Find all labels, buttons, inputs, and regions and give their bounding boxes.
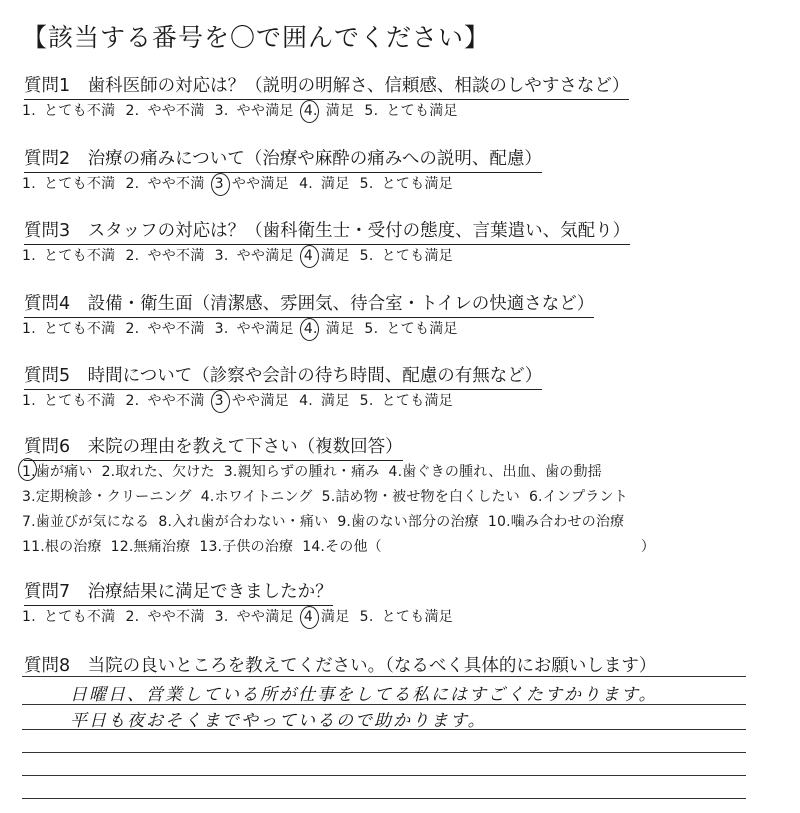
option-number: 5. <box>364 321 379 337</box>
q5-option-1[interactable] <box>22 390 115 410</box>
q6-option[interactable]: 14.その他（ <box>302 539 382 555</box>
option-label: やや満足 <box>236 609 294 625</box>
q1-option-5[interactable] <box>364 100 457 120</box>
q2-option-2[interactable] <box>125 173 204 193</box>
selected-circle-mark: 4 <box>303 248 314 264</box>
q7-option-4[interactable] <box>304 606 350 626</box>
option-label: やや満足 <box>236 248 294 264</box>
q4-option-1[interactable] <box>22 318 115 338</box>
q7-option-5[interactable] <box>360 606 453 626</box>
q3-option-3[interactable] <box>215 245 294 265</box>
answer-line <box>22 775 746 776</box>
option-number: 3. <box>214 103 229 119</box>
q7-option-2[interactable] <box>125 606 204 626</box>
option-label: やや不満 <box>147 103 205 119</box>
q6-heading: 質問6 来院の理由を教えて下さい（複数回答） <box>24 433 403 461</box>
option-label: とても不満 <box>43 103 116 119</box>
q7-option-1[interactable] <box>22 606 115 626</box>
selected-circle-mark: 4. <box>303 103 318 119</box>
q3-heading: 質問3 スタッフの対応は？（歯科衛生士・受付の態度、言葉遣い、気配り） <box>24 217 630 245</box>
answer-line <box>22 798 746 799</box>
q2-options-row <box>22 173 463 193</box>
option-label: とても満足 <box>386 103 458 119</box>
q6-option[interactable]: 8.入れ歯が合わない・痛い <box>158 514 329 530</box>
option-label: やや満足 <box>236 103 294 119</box>
option-label: とても不満 <box>43 321 116 337</box>
q4-option-2[interactable] <box>125 318 204 338</box>
q7-option-3[interactable] <box>215 606 294 626</box>
q3-option-4[interactable] <box>304 245 350 265</box>
option-number: 2. <box>125 321 140 337</box>
q1-option-4[interactable] <box>304 100 355 120</box>
q5-options-row <box>22 390 463 410</box>
option-number: 2. <box>125 176 140 192</box>
option-number: 5. <box>359 609 374 625</box>
q1-option-2[interactable] <box>125 100 204 120</box>
q6-row <box>22 486 637 506</box>
q5-option-4[interactable] <box>299 390 350 410</box>
option-label: やや満足 <box>231 393 290 409</box>
selected-circle-mark: 4. <box>303 321 318 337</box>
option-number: 2. <box>125 103 140 119</box>
q5-option-3[interactable] <box>215 390 289 410</box>
option-number: 3. <box>214 248 229 264</box>
q6-option[interactable]: 11.根の治療 <box>22 539 102 555</box>
q2-option-1[interactable] <box>22 173 115 193</box>
q4-options-row <box>22 318 468 338</box>
q6-option[interactable]: 4.歯ぐきの腫れ、出血、歯の動揺 <box>388 464 602 480</box>
q1-options-row <box>22 100 468 120</box>
q3-option-2[interactable] <box>125 245 204 265</box>
option-number: 1. <box>22 248 36 264</box>
q7-heading: 質問7 治療結果に満足できましたか？ <box>24 578 333 606</box>
selected-circle-mark: 3 <box>214 393 224 409</box>
q6-row <box>22 511 633 531</box>
q6-option[interactable]: 4.ホワイトニング <box>200 489 313 505</box>
option-number: 3. <box>214 609 229 625</box>
option-number: 2. <box>125 393 140 409</box>
q5-option-2[interactable] <box>125 390 204 410</box>
option-label: とても満足 <box>381 393 454 409</box>
option-label: やや不満 <box>147 321 205 337</box>
option-number: 1. <box>22 176 36 192</box>
option-label: やや不満 <box>147 176 205 192</box>
q6-option[interactable]: 13.子供の治療 <box>199 539 294 555</box>
option-label: とても満足 <box>381 248 454 264</box>
selected-circle-mark: 3 <box>214 176 224 192</box>
answer-line <box>22 676 746 677</box>
q3-option-5[interactable] <box>360 245 453 265</box>
option-label: とても不満 <box>43 176 116 192</box>
option-number: 5. <box>364 103 379 119</box>
selected-circle-mark: 4 <box>303 609 314 625</box>
q6-option[interactable]: ） <box>640 539 656 555</box>
option-number: 1. <box>22 609 36 625</box>
option-label: とても満足 <box>386 321 458 337</box>
option-number: 5. <box>359 248 374 264</box>
option-label: とても不満 <box>43 393 116 409</box>
q6-option[interactable]: 9.歯のない部分の治療 <box>337 514 479 530</box>
option-number: 5. <box>359 176 374 192</box>
option-label: 満足 <box>321 609 350 625</box>
q2-option-3[interactable] <box>215 173 289 193</box>
q1-heading: 質問1 歯科医師の対応は？（説明の明解さ、信頼感、相談のしやすさなど） <box>24 72 629 100</box>
q3-options-row <box>22 245 463 265</box>
option-label: やや不満 <box>147 609 205 625</box>
q8-answer-line-1: 日曜日、営業している所が仕事をしてる私にはすごくたすかります。 <box>70 685 658 705</box>
option-label: やや不満 <box>147 393 205 409</box>
q4-heading: 質問4 設備・衛生面（清潔感、雰囲気、待合室・トイレの快適さなど） <box>24 290 594 318</box>
option-label: 満足 <box>321 393 350 409</box>
q6-option[interactable]: 10.噛み合わせの治療 <box>487 514 625 530</box>
q8-heading: 質問8 当院の良いところを教えてください。（なるべく具体的にお願いします） <box>24 656 657 676</box>
option-label: 満足 <box>325 321 355 337</box>
q8-answer-line-2: 平日も夜おそくまでやっているので助かります。 <box>70 711 487 731</box>
q5-heading: 質問5 時間について（診察や会計の待ち時間、配慮の有無など） <box>24 362 542 390</box>
option-label: とても不満 <box>43 609 116 625</box>
q6-row <box>22 536 664 556</box>
q7-options-row <box>22 606 463 626</box>
q5-option-5[interactable] <box>360 390 453 410</box>
option-number: 1. <box>22 393 36 409</box>
q4-option-5[interactable] <box>364 318 457 338</box>
q6-option[interactable]: 2.取れた、欠けた <box>101 464 215 480</box>
option-label: とても満足 <box>381 176 454 192</box>
option-label: とても満足 <box>381 609 454 625</box>
q4-option-3[interactable] <box>215 318 294 338</box>
option-number: 1. <box>22 103 36 119</box>
option-number: 1. <box>22 321 36 337</box>
q3-option-1[interactable] <box>22 245 115 265</box>
option-number: 2. <box>125 609 140 625</box>
selected-circle-mark <box>18 458 37 481</box>
option-number: 4. <box>299 393 314 409</box>
q6-option[interactable]: 3.定期検診・クリーニング <box>22 489 192 505</box>
option-number: 4. <box>299 176 314 192</box>
option-label: 満足 <box>321 248 350 264</box>
q6-option[interactable]: 1.歯が痛い <box>22 461 93 481</box>
page-title: 【該当する番号を〇で囲んでください】 <box>22 23 491 52</box>
q6-option[interactable]: 3.親知らずの腫れ・痛み <box>223 464 380 480</box>
q2-option-4[interactable] <box>299 173 350 193</box>
q2-heading: 質問2 治療の痛みについて（治療や麻酔の痛みへの説明、配慮） <box>24 145 542 173</box>
answer-line <box>22 752 746 753</box>
q6-option[interactable]: 7.歯並びが気になる <box>22 514 150 530</box>
option-number: 5. <box>359 393 374 409</box>
q6-option[interactable]: 6.インプラント <box>528 489 628 505</box>
q6-option[interactable]: 12.無痛治療 <box>110 539 191 555</box>
option-label: 満足 <box>325 103 355 119</box>
option-label: とても不満 <box>43 248 116 264</box>
q2-option-5[interactable] <box>360 173 453 193</box>
option-label: やや満足 <box>231 176 290 192</box>
q4-option-4[interactable] <box>304 318 355 338</box>
q1-option-3[interactable] <box>215 100 294 120</box>
option-label: やや満足 <box>236 321 294 337</box>
option-number: 3. <box>214 321 229 337</box>
option-number: 2. <box>125 248 140 264</box>
option-label: 満足 <box>321 176 350 192</box>
q1-option-1[interactable] <box>22 100 115 120</box>
option-label: やや不満 <box>147 248 205 264</box>
q6-option[interactable]: 5.詰め物・被せ物を白くしたい <box>321 489 520 505</box>
q6-row <box>22 461 611 481</box>
